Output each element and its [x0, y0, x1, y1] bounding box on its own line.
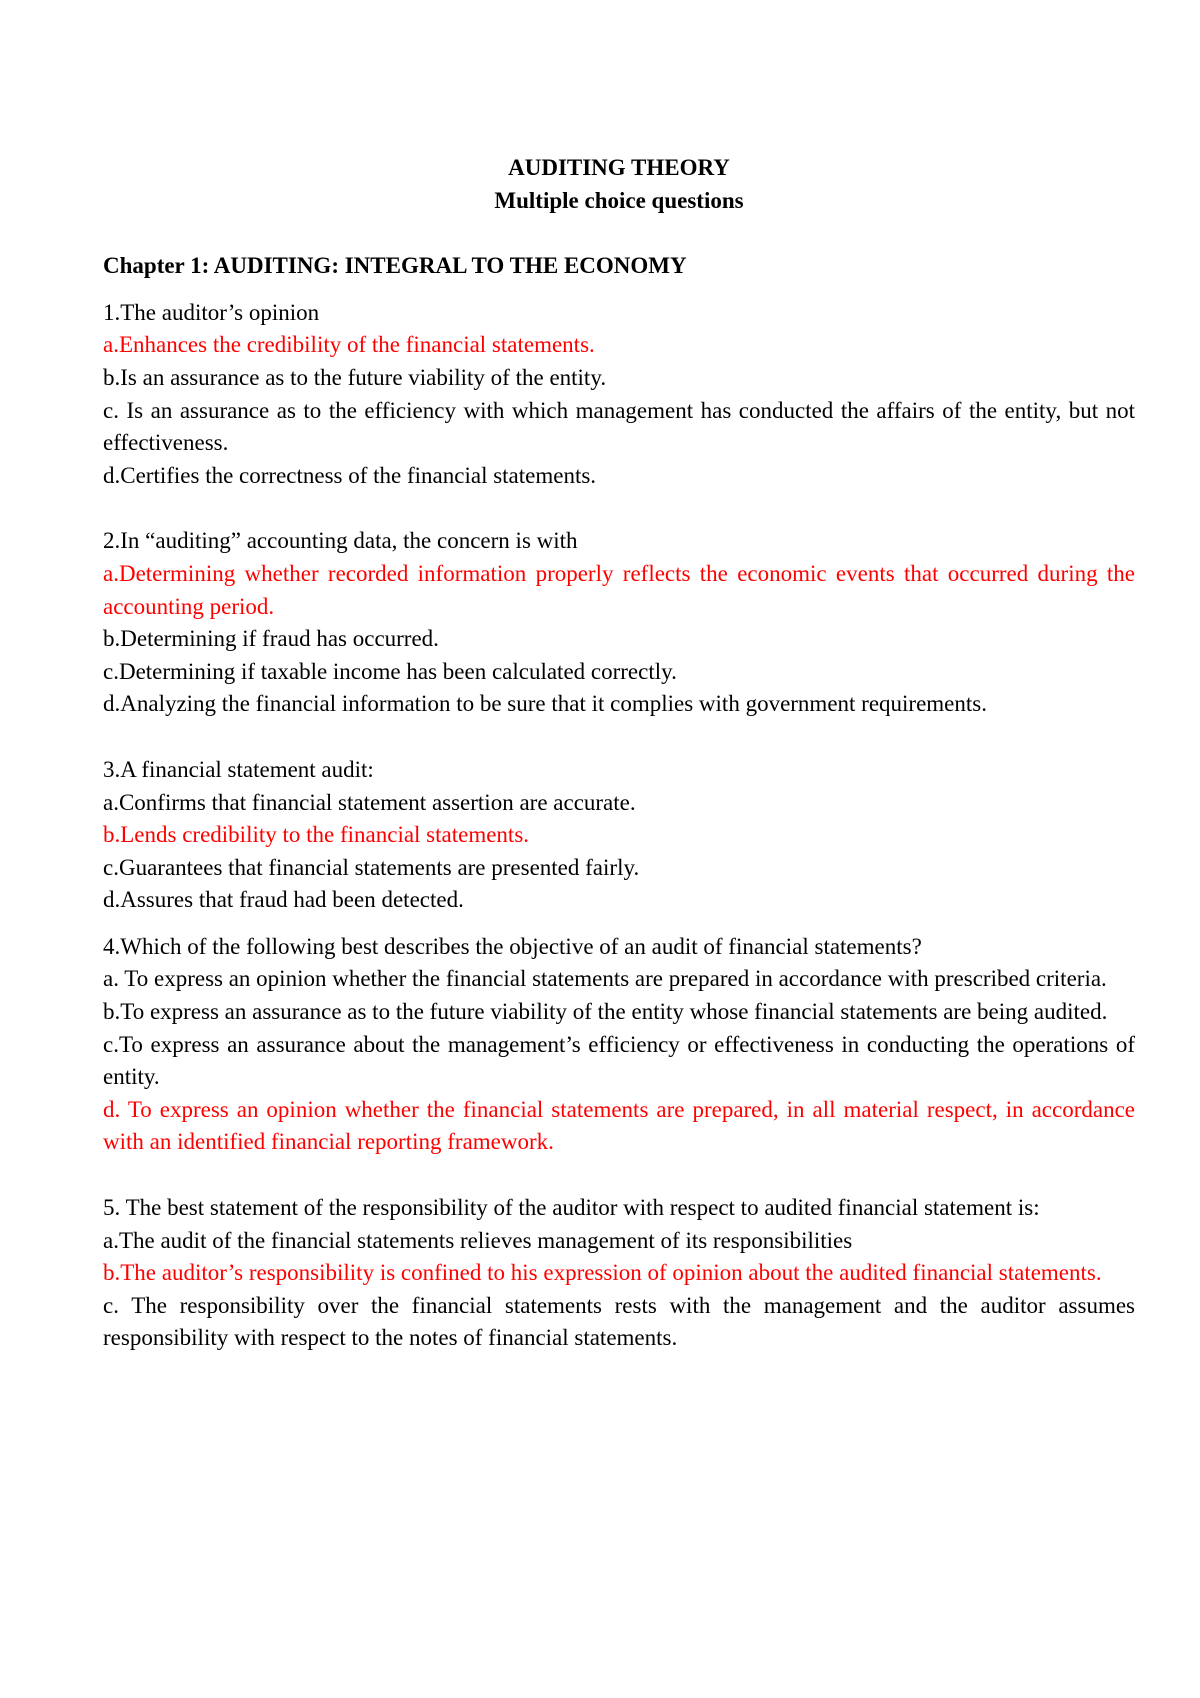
- option-a: [103, 787, 1135, 820]
- option-text: Lends credibility to the financial statements.: [120, 822, 530, 848]
- option-c: [103, 1290, 1135, 1355]
- question-text: The auditor’s opinion: [120, 299, 320, 325]
- question-stem: [103, 1192, 1135, 1225]
- question-1: [103, 297, 1135, 493]
- question-stem: [103, 297, 1135, 330]
- question-number: 3.: [103, 756, 121, 782]
- option-b: [103, 362, 1135, 395]
- question-stem: [103, 754, 1135, 787]
- document-title: AUDITING THEORY: [508, 155, 730, 180]
- option-text: Determining if fraud has occurred.: [120, 626, 439, 652]
- option-text: The auditor’s responsibility is confined to his expression of opinion about the audited financial statements.: [120, 1260, 1102, 1286]
- option-text: Is an assurance as to the future viability of the entity.: [120, 364, 607, 390]
- question-stem: [103, 525, 1135, 558]
- question-stem: [103, 931, 1135, 964]
- question-text: In “auditing” accounting data, the concern is with: [120, 528, 578, 554]
- option-letter: b.: [103, 999, 121, 1025]
- option-text: Assures that fraud had been detected.: [120, 887, 464, 913]
- question-3: [103, 754, 1135, 917]
- question-number: 4.: [103, 933, 121, 959]
- option-text: The responsibility over the financial statements rests with the management and the auditor assumes responsibility with respect to the notes of financial statements.: [103, 1292, 1135, 1351]
- question-text: Which of the following best describes the objective of an audit of financial statements?: [120, 933, 922, 959]
- option-d: [103, 884, 1135, 917]
- option-letter: a.: [103, 789, 119, 815]
- option-letter: c.: [103, 1292, 119, 1318]
- question-5: [103, 1192, 1135, 1355]
- option-b: [103, 819, 1135, 852]
- option-text: To express an assurance about the management’s efficiency or effectiveness in conducting the operations of entity.: [103, 1031, 1135, 1090]
- option-letter: b.: [103, 1260, 121, 1286]
- option-letter: a.: [103, 332, 119, 358]
- option-letter: d.: [103, 887, 121, 913]
- option-letter: c.: [103, 658, 119, 684]
- option-d: [103, 460, 1135, 493]
- option-c: [103, 1029, 1135, 1094]
- option-letter: d.: [103, 1096, 121, 1122]
- option-letter: d.: [103, 691, 121, 717]
- option-d: [103, 1094, 1135, 1159]
- option-b: [103, 1257, 1135, 1290]
- option-c: [103, 656, 1135, 689]
- option-text: Determining whether recorded information properly reflects the economic events that occurred during the accounting period.: [103, 560, 1135, 619]
- option-letter: c.: [103, 397, 119, 423]
- option-text: Guarantees that financial statements are presented fairly.: [118, 854, 640, 880]
- option-d: [103, 688, 1135, 721]
- option-text: To express an opinion whether the financial statements are prepared in accordance with prescribed criteria.: [118, 966, 1107, 992]
- question-4: [103, 931, 1135, 1159]
- option-letter: a.: [103, 560, 119, 586]
- option-a: [103, 963, 1135, 996]
- option-letter: b.: [103, 364, 121, 390]
- option-letter: b.: [103, 822, 121, 848]
- option-letter: c.: [103, 1031, 119, 1057]
- option-text: Determining if taxable income has been calculated correctly.: [118, 658, 677, 684]
- option-a: [103, 1225, 1135, 1258]
- option-c: [103, 852, 1135, 885]
- question-number: 5.: [103, 1195, 121, 1221]
- option-a: [103, 558, 1135, 623]
- question-text: A financial statement audit:: [120, 756, 374, 782]
- option-letter: c.: [103, 854, 119, 880]
- option-letter: d.: [103, 462, 121, 488]
- option-text: The audit of the financial statements relieves management of its responsibilities: [118, 1227, 853, 1253]
- option-b: [103, 623, 1135, 656]
- document-page: [103, 152, 1135, 1355]
- option-text: Is an assurance as to the efficiency with which management has conducted the affairs of the entity, but not effectiveness.: [103, 397, 1135, 456]
- chapter-heading: Chapter 1: AUDITING: INTEGRAL TO THE ECONOMY: [103, 253, 687, 279]
- option-text: To express an assurance as to the future viability of the entity whose financial statements are being audited.: [120, 999, 1108, 1025]
- option-text: Certifies the correctness of the financial statements.: [120, 462, 597, 488]
- option-text: To express an opinion whether the financial statements are prepared, in all material respect, in accordance with an identified financial reporting framework.: [103, 1096, 1135, 1155]
- option-b: [103, 996, 1135, 1029]
- option-c: [103, 395, 1135, 460]
- document-subtitle: Multiple choice questions: [494, 187, 744, 213]
- question-number: 2.: [103, 528, 121, 554]
- option-text: Enhances the credibility of the financial statements.: [118, 332, 595, 358]
- option-a: [103, 329, 1135, 362]
- question-number: 1.: [103, 299, 121, 325]
- option-letter: a.: [103, 966, 119, 992]
- question-text: The best statement of the responsibility of the auditor with respect to audited financial statement is:: [120, 1195, 1040, 1221]
- question-2: [103, 525, 1135, 721]
- option-text: Confirms that financial statement assertion are accurate.: [118, 789, 636, 815]
- option-text: Analyzing the financial information to be sure that it complies with government requirements.: [120, 691, 987, 717]
- option-letter: b.: [103, 626, 121, 652]
- option-letter: a.: [103, 1227, 119, 1253]
